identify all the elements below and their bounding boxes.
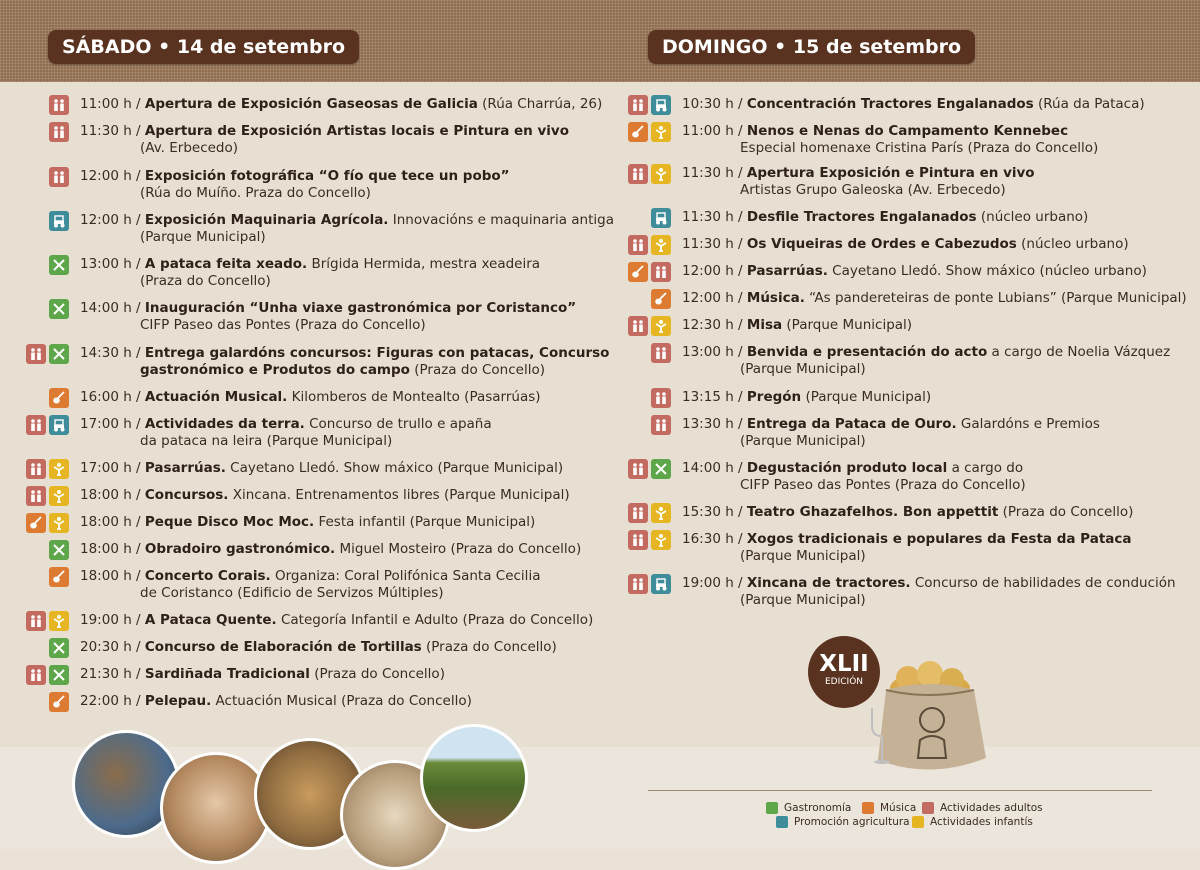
event-row [80, 389, 541, 406]
event-row [80, 212, 614, 246]
event-row [682, 123, 1098, 157]
event-title: Exposición fotográfica “O fío que tece un pobo” [144, 168, 510, 184]
child-icon [651, 503, 671, 523]
legend-musica: Música [862, 802, 916, 814]
tractor-icon [651, 574, 671, 594]
event-row [682, 317, 912, 334]
event-row [682, 236, 1129, 253]
people-icon [628, 459, 648, 479]
guitar-icon [49, 567, 69, 587]
event-detail: Festa infantil (Parque Municipal) [314, 514, 536, 530]
event-row [682, 416, 1100, 450]
edition-badge [808, 636, 880, 708]
event-row [682, 209, 1088, 226]
event-row [682, 389, 931, 406]
event-title: Xincana de tractores. [746, 575, 911, 591]
people-icon [651, 415, 671, 435]
event-time: 12:00 h / [682, 263, 743, 279]
event-detail: (Rúa da Pataca) [1033, 96, 1145, 112]
event-title: Os Viqueiras de Ordes e Cabezudos [746, 236, 1017, 252]
event-detail: Xincana. Entrenamentos libres (Parque Municipal) [228, 487, 570, 503]
event-time: 11:30 h / [682, 236, 743, 252]
event-detail: (Rúa Charrúa, 26) [477, 96, 603, 112]
child-icon [651, 122, 671, 142]
event-time: 16:30 h / [682, 531, 743, 547]
event-time: 12:00 h / [80, 168, 141, 184]
guitar-icon [862, 802, 874, 814]
child-icon [912, 816, 924, 828]
event-title: Pasarrúas. [144, 460, 226, 476]
event-time: 18:00 h / [80, 487, 141, 503]
people-icon [49, 167, 69, 187]
event-time: 18:00 h / [80, 541, 141, 557]
child-icon [651, 164, 671, 184]
event-detail-line2: (Parque Municipal) [140, 229, 266, 245]
event-title: Actividades da terra. [144, 416, 305, 432]
event-title: Nenos e Nenas do Campamento Kennebec [746, 123, 1069, 139]
event-time: 13:30 h / [682, 416, 743, 432]
people-icon [651, 262, 671, 282]
event-detail: Concurso de habilidades de condución [910, 575, 1176, 591]
event-title: Concentración Tractores Engalanados [746, 96, 1034, 112]
child-icon [651, 316, 671, 336]
event-time: 11:30 h / [682, 209, 743, 225]
event-row [682, 263, 1147, 280]
event-row [80, 345, 609, 379]
legend-adultos: Actividades adultos [922, 802, 1043, 814]
event-time: 22:00 h / [80, 693, 141, 709]
event-detail: (Parque Municipal) [782, 317, 913, 333]
event-time: 17:00 h / [80, 416, 141, 432]
event-detail: Kilomberos de Montealto (Pasarrúas) [287, 389, 541, 405]
guitar-icon [628, 122, 648, 142]
people-icon [628, 316, 648, 336]
event-title: Concurso de Elaboración de Tortillas [144, 639, 422, 655]
event-row [80, 96, 602, 113]
guitar-icon [49, 692, 69, 712]
tractor-icon [49, 211, 69, 231]
people-icon [628, 503, 648, 523]
event-row [682, 344, 1170, 378]
cutlery-icon [49, 540, 69, 560]
event-title: Pelepau. [144, 693, 212, 709]
event-time: 18:00 h / [80, 514, 141, 530]
people-icon [26, 665, 46, 685]
people-icon [628, 95, 648, 115]
people-icon [49, 95, 69, 115]
child-icon [49, 486, 69, 506]
event-time: 20:30 h / [80, 639, 141, 655]
event-detail: (núcleo urbano) [1016, 236, 1129, 252]
event-row [80, 460, 563, 477]
event-row [80, 541, 581, 558]
event-row [682, 460, 1026, 494]
guitar-icon [651, 289, 671, 309]
tractor-icon [49, 415, 69, 435]
event-title: Pregón [746, 389, 802, 405]
event-time: 14:30 h / [80, 345, 141, 361]
cutlery-icon [49, 344, 69, 364]
event-detail: Brígida Hermida, mestra xeadeira [307, 256, 541, 272]
tractor-icon [776, 816, 788, 828]
event-title: Entrega da Pataca de Ouro. [746, 416, 957, 432]
event-title: Concerto Corais. [144, 568, 271, 584]
cutlery-icon [49, 299, 69, 319]
cutlery-icon [49, 665, 69, 685]
event-row [682, 575, 1176, 609]
guitar-icon [49, 388, 69, 408]
people-icon [26, 344, 46, 364]
event-row [80, 666, 445, 683]
event-time: 12:00 h / [80, 212, 141, 228]
cutlery-icon [49, 638, 69, 658]
event-detail: Cayetano Lledó. Show máxico (núcleo urbano) [827, 263, 1147, 279]
legend-agricultura: Promoción agricultura [776, 816, 910, 828]
event-time: 11:00 h / [80, 96, 141, 112]
event-title: Apertura de Exposición Artistas locais e Pintura en vivo [144, 123, 570, 139]
people-icon [26, 611, 46, 631]
people-icon [628, 164, 648, 184]
cutlery-icon [49, 255, 69, 275]
people-icon [651, 388, 671, 408]
sunday-header: DOMINGO • 15 de setembro [648, 30, 975, 64]
people-icon [26, 486, 46, 506]
event-detail: Galardóns e Premios [956, 416, 1100, 432]
event-detail: Concurso de trullo e apaña [304, 416, 492, 432]
event-title: Actuación Musical. [144, 389, 288, 405]
event-row [80, 612, 593, 629]
event-time: 14:00 h / [682, 460, 743, 476]
tractor-icon [651, 95, 671, 115]
event-detail: Actuación Musical (Praza do Concello) [211, 693, 472, 709]
event-detail-line2: CIFP Paseo das Pontes (Praza do Concello) [740, 477, 1026, 493]
event-detail: “As pandereteiras de ponte Lubians” (Parque Municipal) [804, 290, 1187, 306]
event-title: Misa [746, 317, 783, 333]
event-detail-line2: de Coristanco (Edificio de Servizos Múltiples) [140, 585, 444, 601]
event-title: Teatro Ghazafelhos. Bon appettit [746, 504, 999, 520]
event-row [80, 168, 510, 202]
event-row [80, 256, 540, 290]
edition-number: XLII [819, 651, 869, 677]
event-row [80, 300, 576, 334]
event-title: A pataca feita xeado. [144, 256, 308, 272]
event-time: 13:15 h / [682, 389, 743, 405]
people-icon [26, 459, 46, 479]
event-detail-line2: Especial homenaxe Cristina París (Praza do Concello) [740, 140, 1099, 156]
event-detail-line2: (Praza do Concello) [140, 273, 271, 289]
event-title: Apertura de Exposición Gaseosas de Galicia [144, 96, 478, 112]
edition-label: EDICIÓN [824, 677, 864, 687]
event-row [80, 568, 540, 602]
event-row [80, 693, 472, 710]
event-title: A Pataca Quente. [144, 612, 277, 628]
event-row [80, 487, 570, 504]
photo-field [420, 724, 528, 832]
event-time: 21:30 h / [80, 666, 141, 682]
event-title: Inauguración “Unha viaxe gastronómica por Coristanco” [144, 300, 577, 316]
tractor-icon [651, 208, 671, 228]
event-title: Sardiñada Tradicional [144, 666, 310, 682]
event-detail: (Praza do Concello) [998, 504, 1134, 520]
event-time: 17:00 h / [80, 460, 141, 476]
event-time: 12:30 h / [682, 317, 743, 333]
event-title: Música. [746, 290, 805, 306]
event-detail: (Praza do Concello) [421, 639, 557, 655]
event-row [682, 504, 1133, 521]
event-detail-line2: (Parque Municipal) [740, 433, 866, 449]
event-detail: Miguel Mosteiro (Praza do Concello) [335, 541, 582, 557]
event-time: 11:30 h / [80, 123, 141, 139]
people-icon [628, 574, 648, 594]
event-detail: (núcleo urbano) [976, 209, 1089, 225]
event-detail-line2: (Parque Municipal) [740, 592, 866, 608]
event-time: 10:30 h / [682, 96, 743, 112]
event-row [80, 416, 492, 450]
people-icon [49, 122, 69, 142]
people-icon [922, 802, 934, 814]
event-detail-line2: (Rúa do Muíño. Praza do Concello) [140, 185, 371, 201]
event-detail-line2: (Parque Municipal) [740, 361, 866, 377]
event-title: Xogos tradicionais e populares da Festa da Pataca [746, 531, 1132, 547]
event-title: Pasarrúas. [746, 263, 828, 279]
child-icon [651, 235, 671, 255]
guitar-icon [26, 513, 46, 533]
event-title: Exposición Maquinaria Agrícola. [144, 212, 389, 228]
guitar-icon [628, 262, 648, 282]
event-time: 15:30 h / [682, 504, 743, 520]
people-icon [26, 415, 46, 435]
event-title: Peque Disco Moc Moc. [144, 514, 315, 530]
event-row [80, 639, 557, 656]
event-time: 13:00 h / [80, 256, 141, 272]
event-time: 12:00 h / [682, 290, 743, 306]
event-title: Benvida e presentación do acto [746, 344, 988, 360]
cutlery-icon [651, 459, 671, 479]
event-title: Desfile Tractores Engalanados [746, 209, 977, 225]
event-title: Apertura Exposición e Pintura en vivo [746, 165, 1035, 181]
people-icon [651, 343, 671, 363]
event-detail: Categoría Infantil e Adulto (Praza do Concello) [276, 612, 594, 628]
event-title: Concursos. [144, 487, 229, 503]
event-time: 19:00 h / [80, 612, 141, 628]
event-detail-line2: CIFP Paseo das Pontes (Praza do Concello) [140, 317, 426, 333]
event-title: Entrega galardóns concursos: Figuras con patacas, Concurso [144, 345, 610, 361]
event-time: 16:00 h / [80, 389, 141, 405]
event-title: Degustación produto local [746, 460, 948, 476]
event-detail: Innovacións e maquinaria antiga [388, 212, 614, 228]
legend-separator [648, 790, 1152, 791]
event-detail: (Parque Municipal) [801, 389, 932, 405]
event-detail-line2: (Av. Erbecedo) [140, 140, 239, 156]
event-detail: a cargo do [947, 460, 1024, 476]
event-time: 13:00 h / [682, 344, 743, 360]
event-row [682, 531, 1132, 565]
event-detail: Cayetano Lledó. Show máxico (Parque Municipal) [225, 460, 564, 476]
event-detail-line2: Artistas Grupo Galeoska (Av. Erbecedo) [740, 182, 1006, 198]
event-detail-line2: (Parque Municipal) [740, 548, 866, 564]
child-icon [49, 459, 69, 479]
people-icon [628, 530, 648, 550]
event-time: 19:00 h / [682, 575, 743, 591]
legend-gastronomia: Gastronomía [766, 802, 851, 814]
legend-infantis: Actividades infantís [912, 816, 1033, 828]
event-time: 11:30 h / [682, 165, 743, 181]
event-detail-line2: da pataca na leira (Parque Municipal) [140, 433, 393, 449]
child-icon [49, 611, 69, 631]
event-time: 14:00 h / [80, 300, 141, 316]
event-row [80, 123, 569, 157]
event-time: 11:00 h / [682, 123, 743, 139]
event-row [80, 514, 535, 531]
event-detail-line2: gastronómico e Produtos do campo (Praza do Concello) [140, 362, 545, 378]
event-title: Obradoiro gastronómico. [144, 541, 336, 557]
event-time: 18:00 h / [80, 568, 141, 584]
saturday-header: SÁBADO • 14 de setembro [48, 30, 359, 64]
event-row [682, 96, 1145, 113]
cutlery-icon [766, 802, 778, 814]
event-detail: Organiza: Coral Polifónica Santa Cecilia [270, 568, 541, 584]
people-icon [628, 235, 648, 255]
child-icon [49, 513, 69, 533]
event-row [682, 290, 1187, 307]
event-row [682, 165, 1035, 199]
event-detail: (Praza do Concello) [309, 666, 445, 682]
child-icon [651, 530, 671, 550]
event-detail: a cargo de Noelia Vázquez [987, 344, 1171, 360]
